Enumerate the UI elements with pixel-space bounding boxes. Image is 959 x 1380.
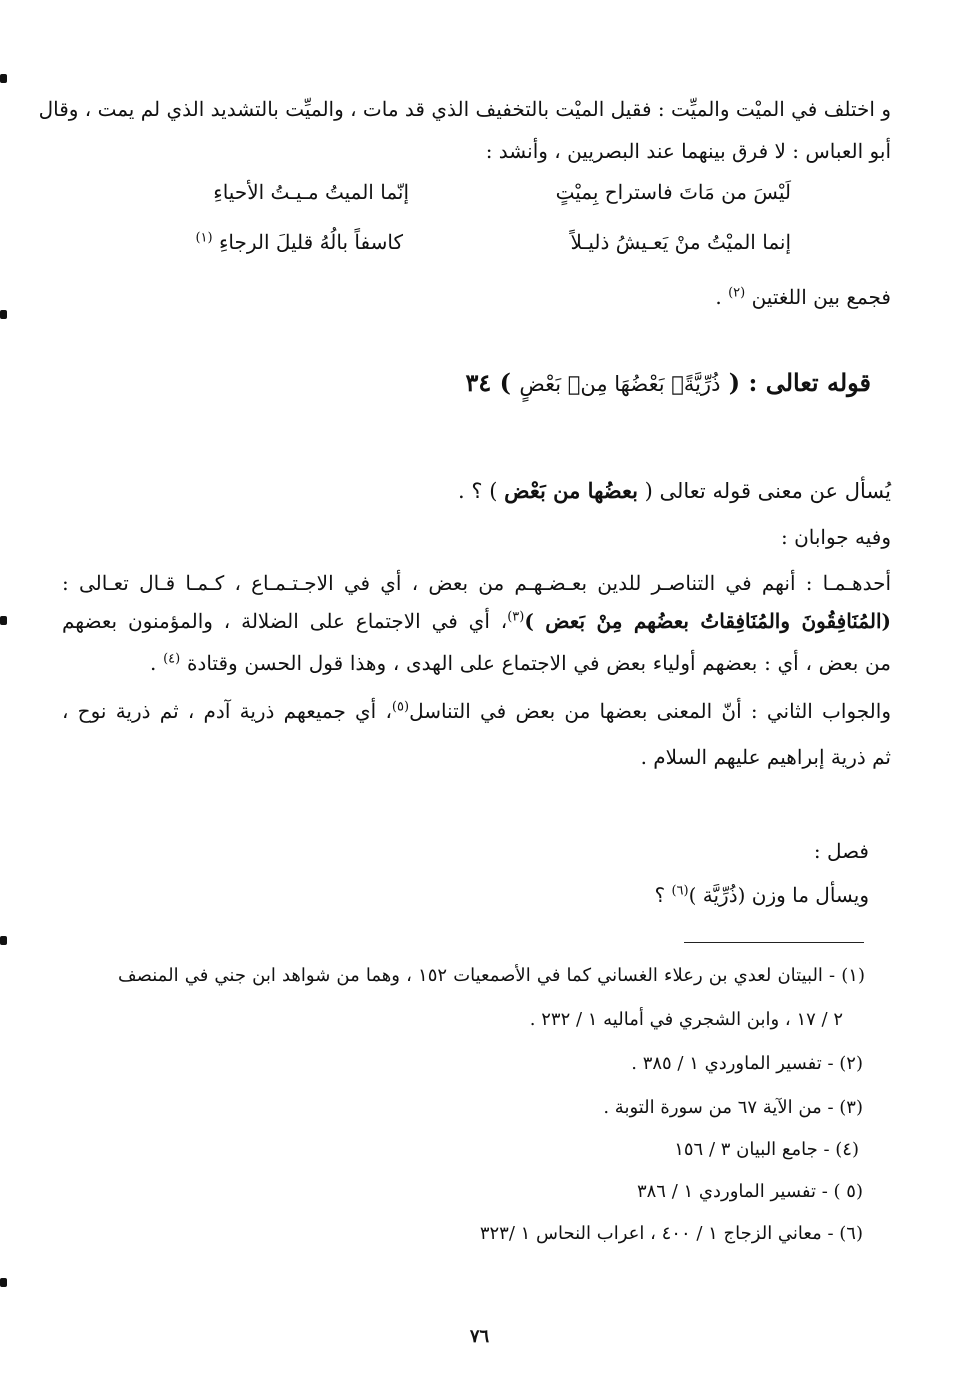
footnote-3: (٣) - من الآية ٦٧ من سورة التوبة . <box>603 1097 863 1118</box>
two-answers-line: وفيه جوابان : <box>780 525 891 549</box>
answer1-line-3 <box>150 648 891 678</box>
answer1-quote: (المُنَافِقُونَ والمُنَافِقاتُ بعضُهم مِنْ بَعض ) <box>524 609 891 633</box>
scan-mark <box>0 616 7 625</box>
footnote-6: (٦) - معاني الزجاج ١ / ٤٠٠ ، اعراب النحاس ١ /٣٢٣ <box>479 1223 863 1244</box>
answer2-line-1 <box>62 696 891 726</box>
question-post: ) ؟ . <box>458 479 498 503</box>
footnote-ref-3: (٣) <box>507 609 525 625</box>
answer1-line-2-rest: ، أي في الاجتماع على الضلالة ، والمؤمنون بعضهم <box>62 609 508 633</box>
answer1-line-3-text: من بعض ، أي : بعضهم أولياء بعض في الاجتماع على الهدى ، وهذا قول الحسن وقتادة <box>186 651 891 675</box>
body-line-1: و اختلف في الميْت والميِّت : فقيل الميْت بالتخفيف الذي قد مات ، والميِّت بالتشديد الذي لم يمت ، وقال <box>38 97 891 121</box>
footnote-separator <box>684 942 864 943</box>
after-poem-text: فجمع بين اللغتين <box>751 285 891 309</box>
footnote-ref-1: (١) <box>195 230 213 246</box>
poem-verse-1-left: إنّما الميتُ مـيـتُ الأحياءِ <box>213 180 409 204</box>
answer1-line-1: أحدهـمـا : أنهم في التناصـر للدين بعـضـهـم من بعض ، أي في الاجـتـمـاع ، كـمـا قـال تعـالى : <box>62 571 891 595</box>
section-question-end: ؟ <box>654 883 666 907</box>
poem-verse-2-right: إنما الميْتُ منْ يَعـيشُ ذليـلاً <box>570 230 791 254</box>
answer2-line-1-post: ، أي جميعهم ذرية آدم ، ثم ذرية نوح ، <box>62 699 392 723</box>
answer2-line-2: ثم ذرية إبراهيم عليهم السلام . <box>640 745 891 769</box>
footnote-2: (٢) - تفسير الماوردي ١ / ٣٨٥ . <box>631 1053 863 1074</box>
verse-heading-suffix: ) ٣٤ <box>465 368 512 397</box>
scan-mark <box>0 936 7 945</box>
verse-heading-prefix: قوله تعالى : ( <box>728 368 871 397</box>
footnote-ref-5: (٥) <box>391 699 410 715</box>
answer2-line-1-pre: والجواب الثاني : أنّ المعنى بعضها من بعض في التناسل <box>409 699 891 723</box>
question-line <box>458 476 891 506</box>
verse-heading <box>466 368 871 397</box>
poem-verse-2-left-text: كاسفاً بالُهُ قليلَ الرجاءِ <box>218 230 403 254</box>
answer1-line-2 <box>62 606 891 636</box>
scan-mark <box>0 310 7 319</box>
footnote-ref-2: (٢) <box>728 285 746 301</box>
footnote-ref-6: (٦) <box>671 883 689 899</box>
footnote-4: (٤) - جامع البيان ٣ / ١٥٦ <box>674 1139 859 1160</box>
scan-mark <box>0 1278 7 1287</box>
question-bold: بعضُها من بَعْض <box>504 478 638 503</box>
answer1-line-3-end: . <box>150 651 157 675</box>
section-title: فصل : <box>813 839 869 863</box>
after-poem-end: . <box>715 285 722 309</box>
footnote-1-line-2: ٢ / ١٧ ، وابن الشجري في أماليه ١ / ٢٣٢ . <box>529 1009 843 1030</box>
scan-mark <box>0 74 7 83</box>
footnote-5: (٥ ) - تفسير الماوردي ١ / ٣٨٦ <box>636 1181 863 1202</box>
footnote-1-line-1: (١) - البيتان لعدي بن رعلاء الغساني كما في الأصمعيات ١٥٢ ، وهما من شواهد ابن جني في المنصف <box>118 965 865 986</box>
poem-verse-2-left <box>195 230 403 254</box>
poem-verse-1-right: لَيْسَ من مَاتَ فاستراح بِميْتٍ <box>555 180 791 204</box>
section-question-text: ويسأل ما وزن (ذُرِّيَّة ) <box>688 883 869 907</box>
question-pre: يُسأل عن معنى قوله تعالى ( <box>644 479 891 503</box>
body-line-2: أبو العباس : لا فرق بينهما عند البصريين ، وأنشد : <box>485 139 891 163</box>
after-poem-line <box>715 282 891 312</box>
footnote-ref-4: (٤) <box>163 651 181 667</box>
page-number: ٧٦ <box>469 1326 490 1347</box>
verse-heading-quran: ذُرِّيَّةًۢ بَعْضُهَا مِنۢ بَعْضٍ <box>519 372 721 396</box>
section-question <box>654 880 869 910</box>
